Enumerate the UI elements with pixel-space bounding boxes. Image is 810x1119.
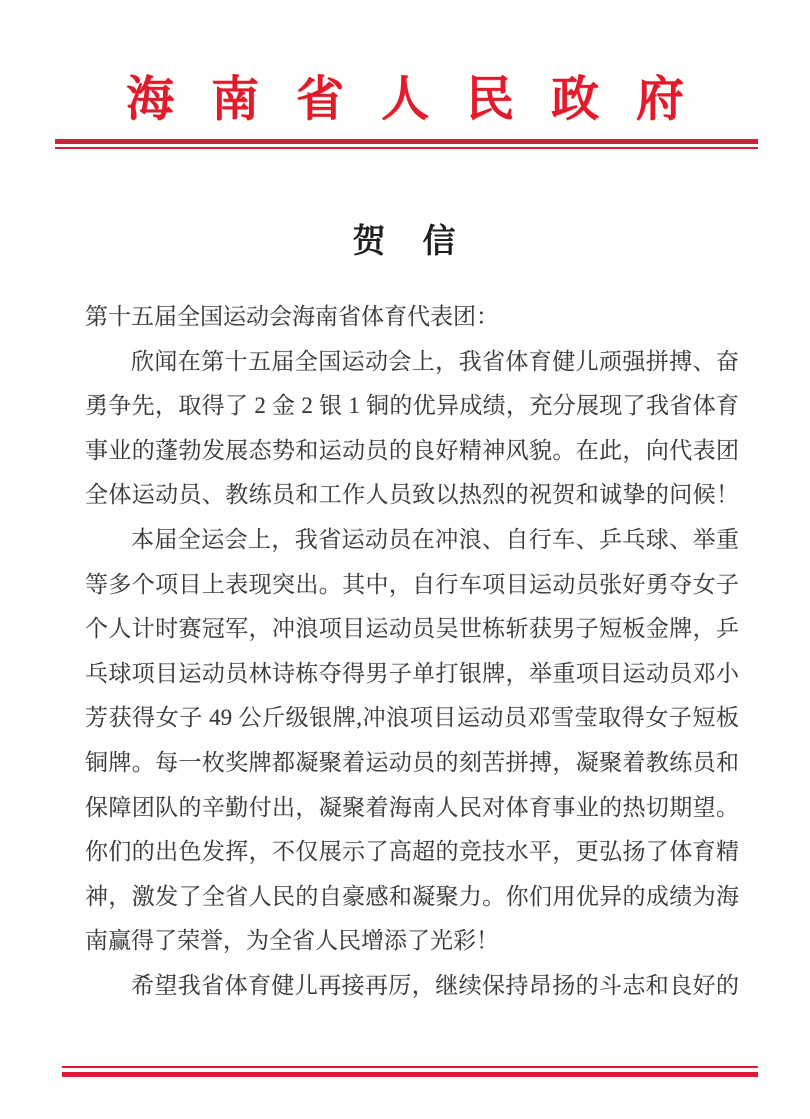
thick-rule [55,139,758,144]
letter-line: 乓球项目运动员林诗栋夺得男子单打银牌，举重项目运动员邓小 [85,660,739,686]
letter-line: 保障团队的辛勤付出，凝聚着海南人民对体育事业的热切期望。 [85,794,739,820]
letterhead-org-name: 海南省人民政府 [125,73,721,126]
letter-line: 全体运动员、教练员和工作人员致以热烈的祝贺和诚挚的问候！ [85,482,739,508]
footer-double-rule [62,1066,758,1077]
letter-line: 等多个项目上表现突出。其中，自行车项目运动员张好勇夺女子 [85,571,739,597]
thin-rule [62,1066,758,1068]
thick-rule [62,1072,758,1077]
letter-line: 勇争先，取得了 2 金 2 银 1 铜的优异成绩，充分展现了我省体育 [85,393,739,419]
letter-line: 个人计时赛冠军，冲浪项目运动员吴世栋斩获男子短板金牌，乒 [85,616,739,642]
letter-line: 芳获得女子 49 公斤级银牌,冲浪项目运动员邓雪莹取得女子短板 [85,705,739,731]
thin-rule [55,147,758,149]
letterhead-double-rule [55,139,758,149]
letter-line: 欣闻在第十五届全国运动会上，我省体育健儿顽强拼搏、奋 [131,348,739,374]
letter-line: 事业的蓬勃发展态势和运动员的良好精神风貌。在此，向代表团 [85,437,739,463]
letter-line: 你们的出色发挥，不仅展示了高超的竞技水平，更弘扬了体育精 [85,839,739,865]
letter-line: 本届全运会上，我省运动员在冲浪、自行车、乒乓球、举重 [131,526,739,552]
letter-line: 铜牌。每一枚奖牌都凝聚着运动员的刻苦拼搏，凝聚着教练员和 [85,749,739,775]
letter-line: 神，激发了全省人民的自豪感和凝聚力。你们用优异的成绩为海 [85,883,739,909]
letter-body [85,295,739,1009]
letter-line: 希望我省体育健儿再接再厉，继续保持昂扬的斗志和良好的 [131,972,739,998]
document-title: 贺 信 [352,224,458,260]
letter-line: 南赢得了荣誉，为全省人民增添了光彩！ [85,928,499,954]
letter-salutation: 第十五届全国运动会海南省体育代表团： [85,304,499,329]
